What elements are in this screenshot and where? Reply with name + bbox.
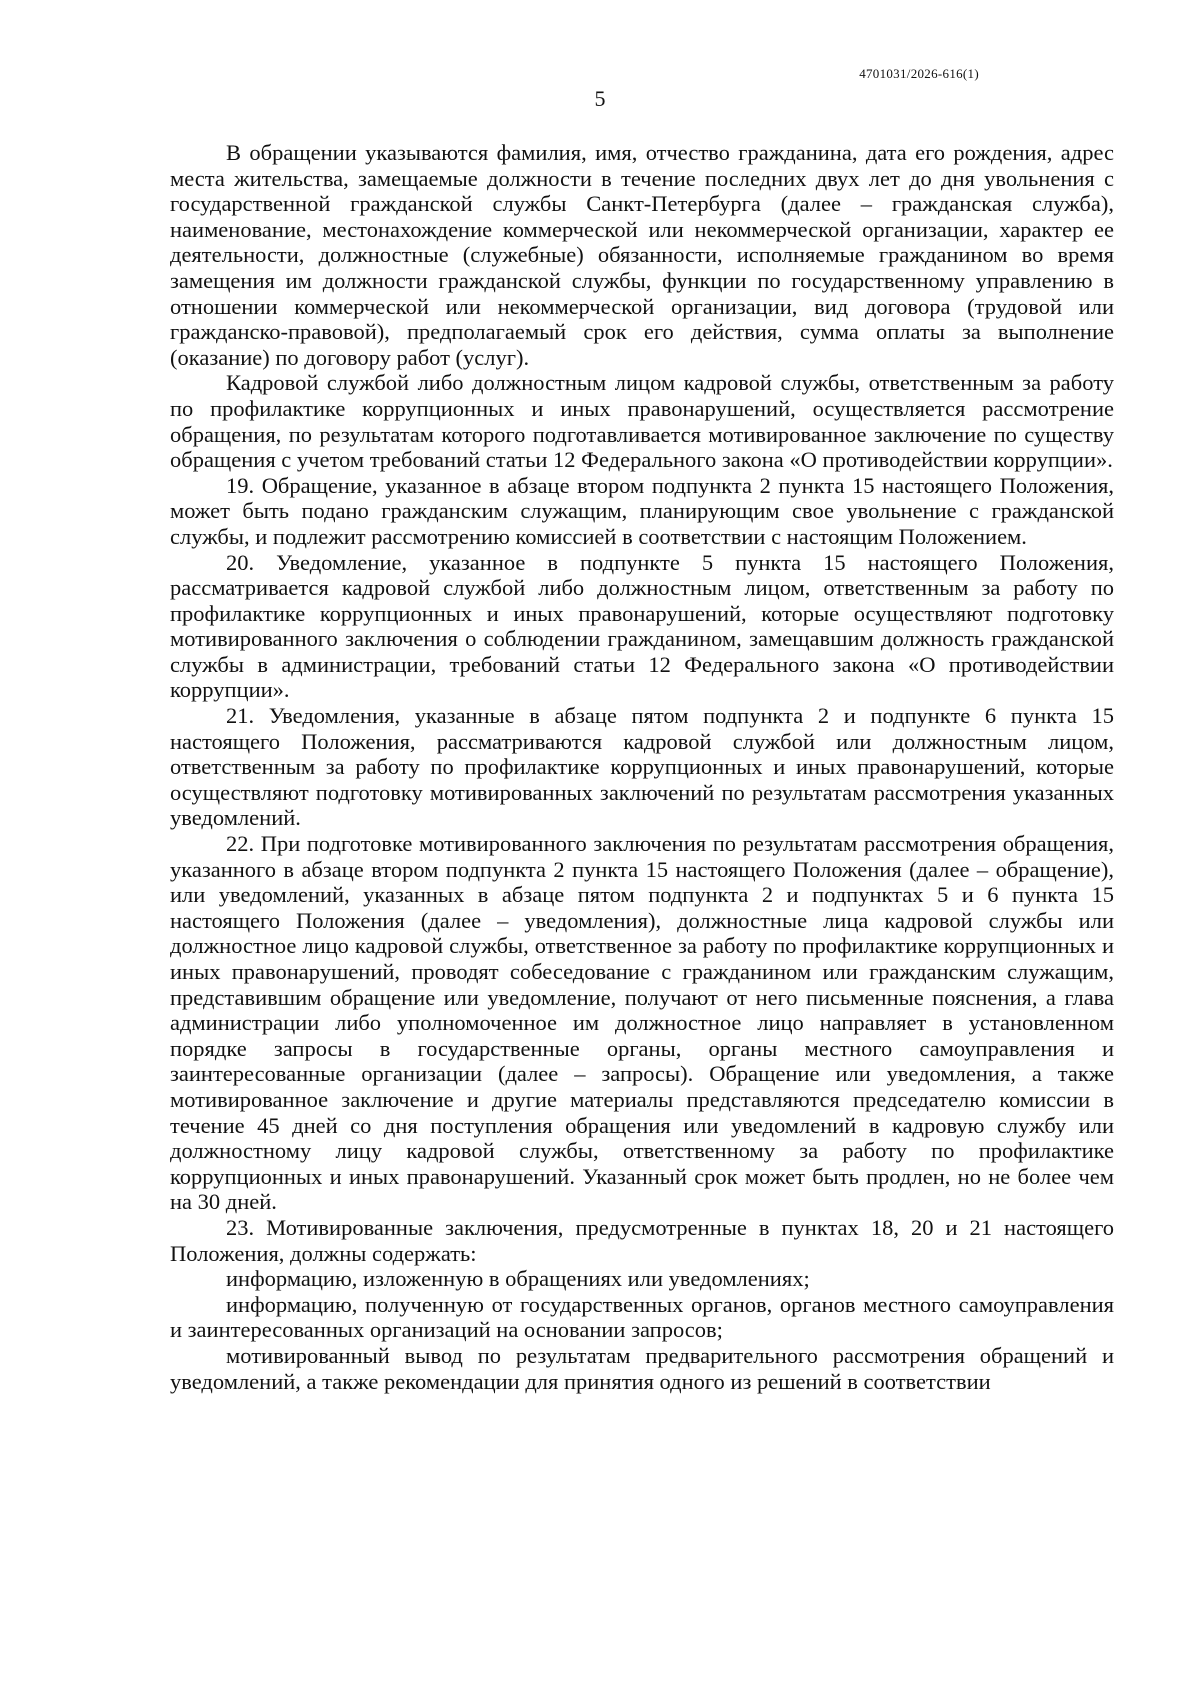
list-item-motivated-conclusion: мотивированный вывод по результатам предварительного рассмотрения обращений и уведомлений, а также рекомендации для принятия одного из решений в соответствии bbox=[170, 1342, 1114, 1394]
paragraph-19: 19. Обращение, указанное в абзаце втором подпункта 2 пункта 15 настоящего Положения, может быть подано гражданским служащим, планирующим свое увольнение с гражданской службы, и подлежит рассмотрению комиссией в соответствии с настоящим Положением. bbox=[170, 472, 1114, 549]
document-registration-number: 4701031/2026-616(1) bbox=[859, 66, 979, 81]
paragraph-application-contents: В обращении указываются фамилия, имя, отчество гражданина, дата его рождения, адрес места жительства, замещаемые должности в течение последних двух лет до дня увольнения с государственной гражданской службы Санкт-Петербурга (далее – гражданская служба), наименование, местонахождение коммерческой или некоммерческой организации, характер ее деятельности, должностные (служебные) обязанности, исполняемые гражданином во время замещения им должности гражданской службы, функции по государственному управлению в отношении коммерческой или некоммерческой организации, вид договора (трудовой или гражданско-правовой), предполагаемый срок его действия, сумма оплаты за выполнение (оказание) по договору работ (услуг). bbox=[170, 140, 1114, 370]
paragraph-23: 23. Мотивированные заключения, предусмотренные в пунктах 18, 20 и 21 настоящего Положения, должны содержать: bbox=[170, 1214, 1114, 1266]
paragraph-21: 21. Уведомления, указанные в абзаце пятом подпункта 2 и подпункте 6 пункта 15 настоящего Положения, рассматриваются кадровой службой или должностным лицом, ответственным за работу по профилактике коррупционных и иных правонарушений, которые осуществляют подготовку мотивированных заключений по результатам рассмотрения указанных уведомлений. bbox=[170, 703, 1114, 831]
paragraph-hr-review: Кадровой службой либо должностным лицом кадровой службы, ответственным за работу по профилактике коррупционных и иных правонарушений, осуществляется рассмотрение обращения, по результатам которого подготавливается мотивированное заключение по существу обращения с учетом требований статьи 12 Федерального закона «О противодействии коррупции». bbox=[170, 370, 1114, 473]
list-item-information-from-applications: информацию, изложенную в обращениях или уведомлениях; bbox=[226, 1266, 810, 1292]
page-number: 5 bbox=[594, 86, 606, 111]
document-body bbox=[170, 140, 1114, 1394]
paragraph-22: 22. При подготовке мотивированного заключения по результатам рассмотрения обращения, указанного в абзаце втором подпункта 2 пункта 15 настоящего Положения (далее – обращение), или уведомлений, указанных в абзаце пятом подпункта 2 и подпунктах 5 и 6 пункта 15 настоящего Положения (далее – уведомления), должностные лица кадровой службы или должностное лицо кадровой службы, ответственное за работу по профилактике коррупционных и иных правонарушений, проводят собеседование с гражданином или гражданским служащим, представившим обращение или уведомление, получают от него письменные пояснения, а глава администрации либо уполномоченное им должностное лицо направляет в установленном порядке запросы в государственные органы, органы местного самоуправления и заинтересованные организации (далее – запросы). Обращение или уведомления, а также мотивированное заключение и другие материалы представляются председателю комиссии в течение 45 дней со дня поступления обращения или уведомлений в кадровую службу или должностному лицу кадровой службы, ответственному за работу по профилактике коррупционных и иных правонарушений. Указанный срок может быть продлен, но не более чем на 30 дней. bbox=[170, 831, 1114, 1215]
list-item-information-from-authorities: информацию, полученную от государственных органов, органов местного самоуправления и заинтересованных организаций на основании запросов; bbox=[170, 1291, 1114, 1343]
paragraph-20: 20. Уведомление, указанное в подпункте 5 пункта 15 настоящего Положения, рассматривается кадровой службой либо должностным лицом, ответственным за работу по профилактике коррупционных и иных правонарушений, которые осуществляют подготовку мотивированного заключения о соблюдении гражданином, замещавшим должность гражданской службы в администрации, требований статьи 12 Федерального закона «О противодействии коррупции». bbox=[170, 549, 1114, 703]
